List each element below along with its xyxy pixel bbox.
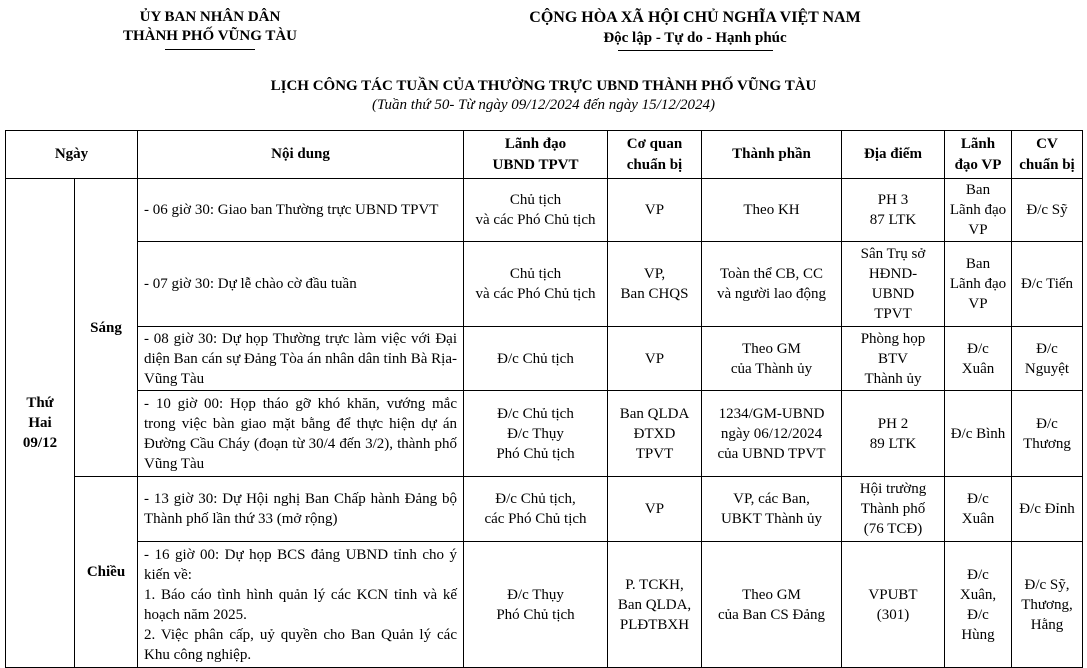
lanhdao-line: Đ/c Chủ tịch (497, 350, 574, 367)
col-header-content (138, 131, 464, 179)
diadiem-line: Hội trường (859, 481, 927, 497)
diadiem-line: 89 LTK (869, 435, 917, 452)
lanhdao-line: Đ/c Thụy (507, 425, 564, 442)
noidung-line: - 08 giờ 30: Dự họp Thường trực làm việc với Đại diện Ban cán sự Đảng Tòa án nhân dân tỉnh Bà Rịa-Vũng Tàu (144, 330, 457, 387)
diadiem-line: UBND (871, 286, 915, 302)
content-cell (138, 477, 464, 542)
col-header-leader-line: Lãnh đạo (504, 135, 567, 152)
content-cell (138, 179, 464, 242)
lanhdaovp-line: VP (968, 296, 988, 312)
lanhdao-line: Đ/c Thụy (507, 586, 564, 603)
location-cell (842, 542, 945, 668)
thanhphan-line: và người lao động (717, 286, 826, 302)
lanhdao-line: Đ/c Chủ tịch, (495, 491, 576, 507)
cv-line: Đ/c Sỹ, (1024, 576, 1070, 593)
table-row (6, 542, 1083, 668)
location-cell (842, 477, 945, 542)
leader-cell (464, 542, 608, 668)
lanhdaovp-line: Xuân (961, 360, 995, 377)
national-motto-line-2: Độc lập - Tự do - Hạnh phúc (603, 30, 787, 46)
coquan-line: Ban QLDA, (617, 596, 692, 613)
noidung-line: - 10 giờ 00: Họp tháo gỡ khó khăn, vướng mắc trong việc bàn giao mặt bằng để thực hiện dự án Đường Cầu Cháy (đoạn từ 30/4 đến 3/2), thành phố Vũng Tàu (144, 395, 457, 472)
diadiem-line: PH 3 (877, 192, 909, 208)
document-subtitle: (Tuần thứ 50- Từ ngày 09/12/2024 đến ngày 15/12/2024) (371, 97, 715, 113)
diadiem-line: Sân Trụ sở (860, 246, 926, 262)
diadiem-line: HĐND- (868, 266, 918, 282)
prep-agency-cell (608, 179, 702, 242)
national-header (480, 8, 910, 48)
participants-cell (702, 179, 842, 242)
diadiem-line: Thành phố (860, 501, 926, 517)
leader-cell (464, 242, 608, 327)
participants-cell (702, 477, 842, 542)
thanhphan-line: của UBND TPVT (717, 445, 826, 462)
coquan-line: VP (644, 350, 665, 367)
cv-line: Nguyệt (1024, 360, 1070, 377)
coquan-line: Ban CHQS (620, 286, 689, 302)
col-header-location-label: Địa điểm (864, 146, 922, 162)
prep-agency-cell (608, 242, 702, 327)
participants-cell (702, 242, 842, 327)
col-header-office-leader-line: Lãnh (960, 135, 996, 152)
col-header-specialist-line: chuẩn bị (1019, 156, 1075, 173)
thanhphan-line: của Thành ủy (730, 360, 813, 377)
col-header-prep-agency (608, 131, 702, 179)
session-afternoon: Chiều (75, 477, 138, 668)
noidung-line: - 07 giờ 30: Dự lễ chào cờ đầu tuần (144, 276, 357, 292)
thanhphan-line: của Ban CS Đảng (717, 606, 826, 623)
lanhdao-line: Phó Chủ tịch (496, 445, 575, 462)
prep-agency-cell (608, 477, 702, 542)
table-row (6, 327, 1083, 391)
prep-agency-cell (608, 327, 702, 391)
lanhdaovp-line: Ban (965, 182, 991, 198)
day-line: Hai (28, 415, 52, 431)
participants-cell (702, 391, 842, 477)
leader-cell (464, 477, 608, 542)
specialist-cell (1012, 242, 1083, 327)
lanhdaovp-line: Đ/c (967, 566, 989, 583)
col-header-location (842, 131, 945, 179)
col-header-leader-line: UBND TPVT (492, 156, 579, 173)
lanhdao-line: và các Phó Chủ tịch (475, 212, 596, 228)
thanhphan-line: 1234/GM-UBND (718, 405, 825, 422)
schedule-body (6, 179, 1083, 668)
specialist-cell (1012, 179, 1083, 242)
coquan-line: P. TCKH, (625, 576, 684, 593)
location-cell (842, 242, 945, 327)
agency-line-1: ỦY BAN NHÂN DÂN (139, 9, 281, 25)
schedule-table (5, 130, 1083, 668)
noidung-line: - 06 giờ 30: Giao ban Thường trực UBND TPVT (144, 202, 439, 218)
lanhdaovp-line: Đ/c (967, 491, 989, 507)
lanhdaovp-line: VP (968, 222, 988, 238)
coquan-line: VP (644, 501, 665, 517)
content-cell (138, 242, 464, 327)
table-row (6, 179, 1083, 242)
location-cell (842, 179, 945, 242)
leader-cell (464, 179, 608, 242)
col-header-content-label: Nội dung (271, 146, 330, 162)
specialist-cell (1012, 391, 1083, 477)
table-row (6, 242, 1083, 327)
day-line: Thứ (26, 395, 54, 411)
lanhdao-line: Đ/c Chủ tịch (497, 405, 574, 422)
agency-underline (165, 49, 255, 50)
office-leader-cell (945, 242, 1012, 327)
col-header-office-leader (945, 131, 1012, 179)
lanhdaovp-line: Lãnh đạo (949, 276, 1007, 292)
location-cell (842, 391, 945, 477)
lanhdaovp-line: Đ/c (967, 606, 989, 623)
prep-agency-cell (608, 542, 702, 668)
cv-line: Đ/c Tiến (1020, 276, 1074, 292)
diadiem-line: Thành ủy (864, 370, 922, 387)
cv-line: Đ/c (1036, 415, 1058, 432)
col-header-prep-agency-line: chuẩn bị (626, 156, 683, 173)
lanhdao-line: Chủ tịch (509, 266, 562, 282)
thanhphan-line: Theo GM (742, 340, 801, 357)
noidung-line: 1. Báo cáo tình hình quản lý các KCN tỉnh và kế hoạch năm 2025. (144, 586, 457, 623)
content-cell (138, 327, 464, 391)
document-title: LỊCH CÔNG TÁC TUẦN CỦA THƯỜNG TRỰC UBND THÀNH PHỐ VŨNG TÀU (270, 78, 817, 94)
noidung-line: - 13 giờ 30: Dự Hội nghị Ban Chấp hành Đảng bộ Thành phố lần thứ 33 (mở rộng) (144, 491, 457, 527)
lanhdao-line: các Phó Chủ tịch (484, 511, 587, 527)
office-leader-cell (945, 391, 1012, 477)
noidung-line: 2. Việc phân cấp, uỷ quyền cho Ban Quản lý các Khu công nghiệp. (144, 626, 457, 663)
coquan-line: TPVT (635, 445, 674, 462)
lanhdaovp-line: Hùng (961, 626, 995, 643)
thanhphan-line: UBKT Thành ủy (720, 511, 823, 527)
lanhdaovp-line: Xuân, (959, 586, 997, 603)
col-header-office-leader-line: đạo VP (954, 156, 1002, 173)
table-row (6, 477, 1083, 542)
coquan-line: VP (644, 202, 665, 218)
col-header-leader (464, 131, 608, 179)
diadiem-line: VPUBT (868, 586, 918, 603)
thanhphan-line: Toàn thể CB, CC (719, 266, 824, 282)
specialist-cell (1012, 327, 1083, 391)
diadiem-line: BTV (878, 350, 908, 367)
thanhphan-line: Theo KH (743, 202, 800, 218)
lanhdao-line: Chủ tịch (509, 192, 562, 208)
specialist-cell (1012, 542, 1083, 668)
col-header-prep-agency-line: Cơ quan (626, 135, 683, 152)
content-cell (138, 542, 464, 668)
table-row (6, 391, 1083, 477)
office-leader-cell (945, 327, 1012, 391)
cv-line: Đ/c (1036, 340, 1058, 357)
diadiem-line: (301) (876, 606, 910, 623)
cv-line: Thương (1023, 435, 1071, 452)
lanhdao-line: và các Phó Chủ tịch (475, 286, 596, 302)
leader-cell (464, 391, 608, 477)
noidung-line: - 16 giờ 00: Dự họp BCS đảng UBND tỉnh cho ý kiến về: (144, 546, 457, 583)
thanhphan-line: ngày 06/12/2024 (720, 425, 823, 442)
col-header-participants (702, 131, 842, 179)
cv-line: Hằng (1030, 616, 1064, 633)
national-motto-line-1: CỘNG HÒA XÃ HỘI CHỦ NGHĨA VIỆT NAM (529, 9, 861, 26)
specialist-cell (1012, 477, 1083, 542)
participants-cell (702, 542, 842, 668)
lanhdaovp-line: Xuân (961, 511, 995, 527)
col-header-participants-label: Thành phần (732, 146, 811, 162)
lanhdao-line: Phó Chủ tịch (496, 606, 575, 623)
table-header-row (6, 131, 1083, 179)
diadiem-line: (76 TCĐ) (863, 521, 923, 537)
diadiem-line: TPVT (874, 306, 912, 322)
agency-line-2: THÀNH PHỐ VŨNG TÀU (122, 28, 298, 44)
diadiem-line: Phòng họp (860, 330, 926, 347)
motto-underline (618, 50, 773, 51)
lanhdaovp-line: Ban (965, 256, 991, 272)
coquan-line: ĐTXD (633, 425, 676, 442)
coquan-line: PLĐTBXH (619, 616, 690, 633)
lanhdaovp-line: Lãnh đạo (949, 202, 1007, 218)
col-header-specialist (1012, 131, 1083, 179)
col-header-day-label: Ngày (54, 146, 89, 162)
session-morning: Sáng (75, 179, 138, 477)
office-leader-cell (945, 542, 1012, 668)
office-leader-cell (945, 179, 1012, 242)
coquan-line: Ban QLDA (619, 405, 690, 422)
thanhphan-line: VP, các Ban, (733, 491, 810, 507)
diadiem-line: 87 LTK (869, 212, 917, 228)
cv-line: Đ/c Sỹ (1026, 202, 1068, 218)
cv-line: Đ/c Đỉnh (1019, 501, 1075, 517)
col-header-day (6, 131, 138, 179)
cv-line: Thương, (1021, 596, 1073, 613)
prep-agency-cell (608, 391, 702, 477)
participants-cell (702, 327, 842, 391)
day-cell (6, 179, 75, 668)
col-header-specialist-line: CV (1036, 135, 1058, 152)
lanhdaovp-line: Đ/c Bình (950, 425, 1006, 442)
content-cell (138, 391, 464, 477)
coquan-line: VP, (643, 266, 666, 282)
day-line: 09/12 (22, 435, 58, 451)
office-leader-cell (945, 477, 1012, 542)
diadiem-line: PH 2 (877, 415, 909, 432)
thanhphan-line: Theo GM (742, 586, 801, 603)
agency-header (95, 8, 325, 46)
lanhdaovp-line: Đ/c (967, 340, 989, 357)
leader-cell (464, 327, 608, 391)
location-cell (842, 327, 945, 391)
